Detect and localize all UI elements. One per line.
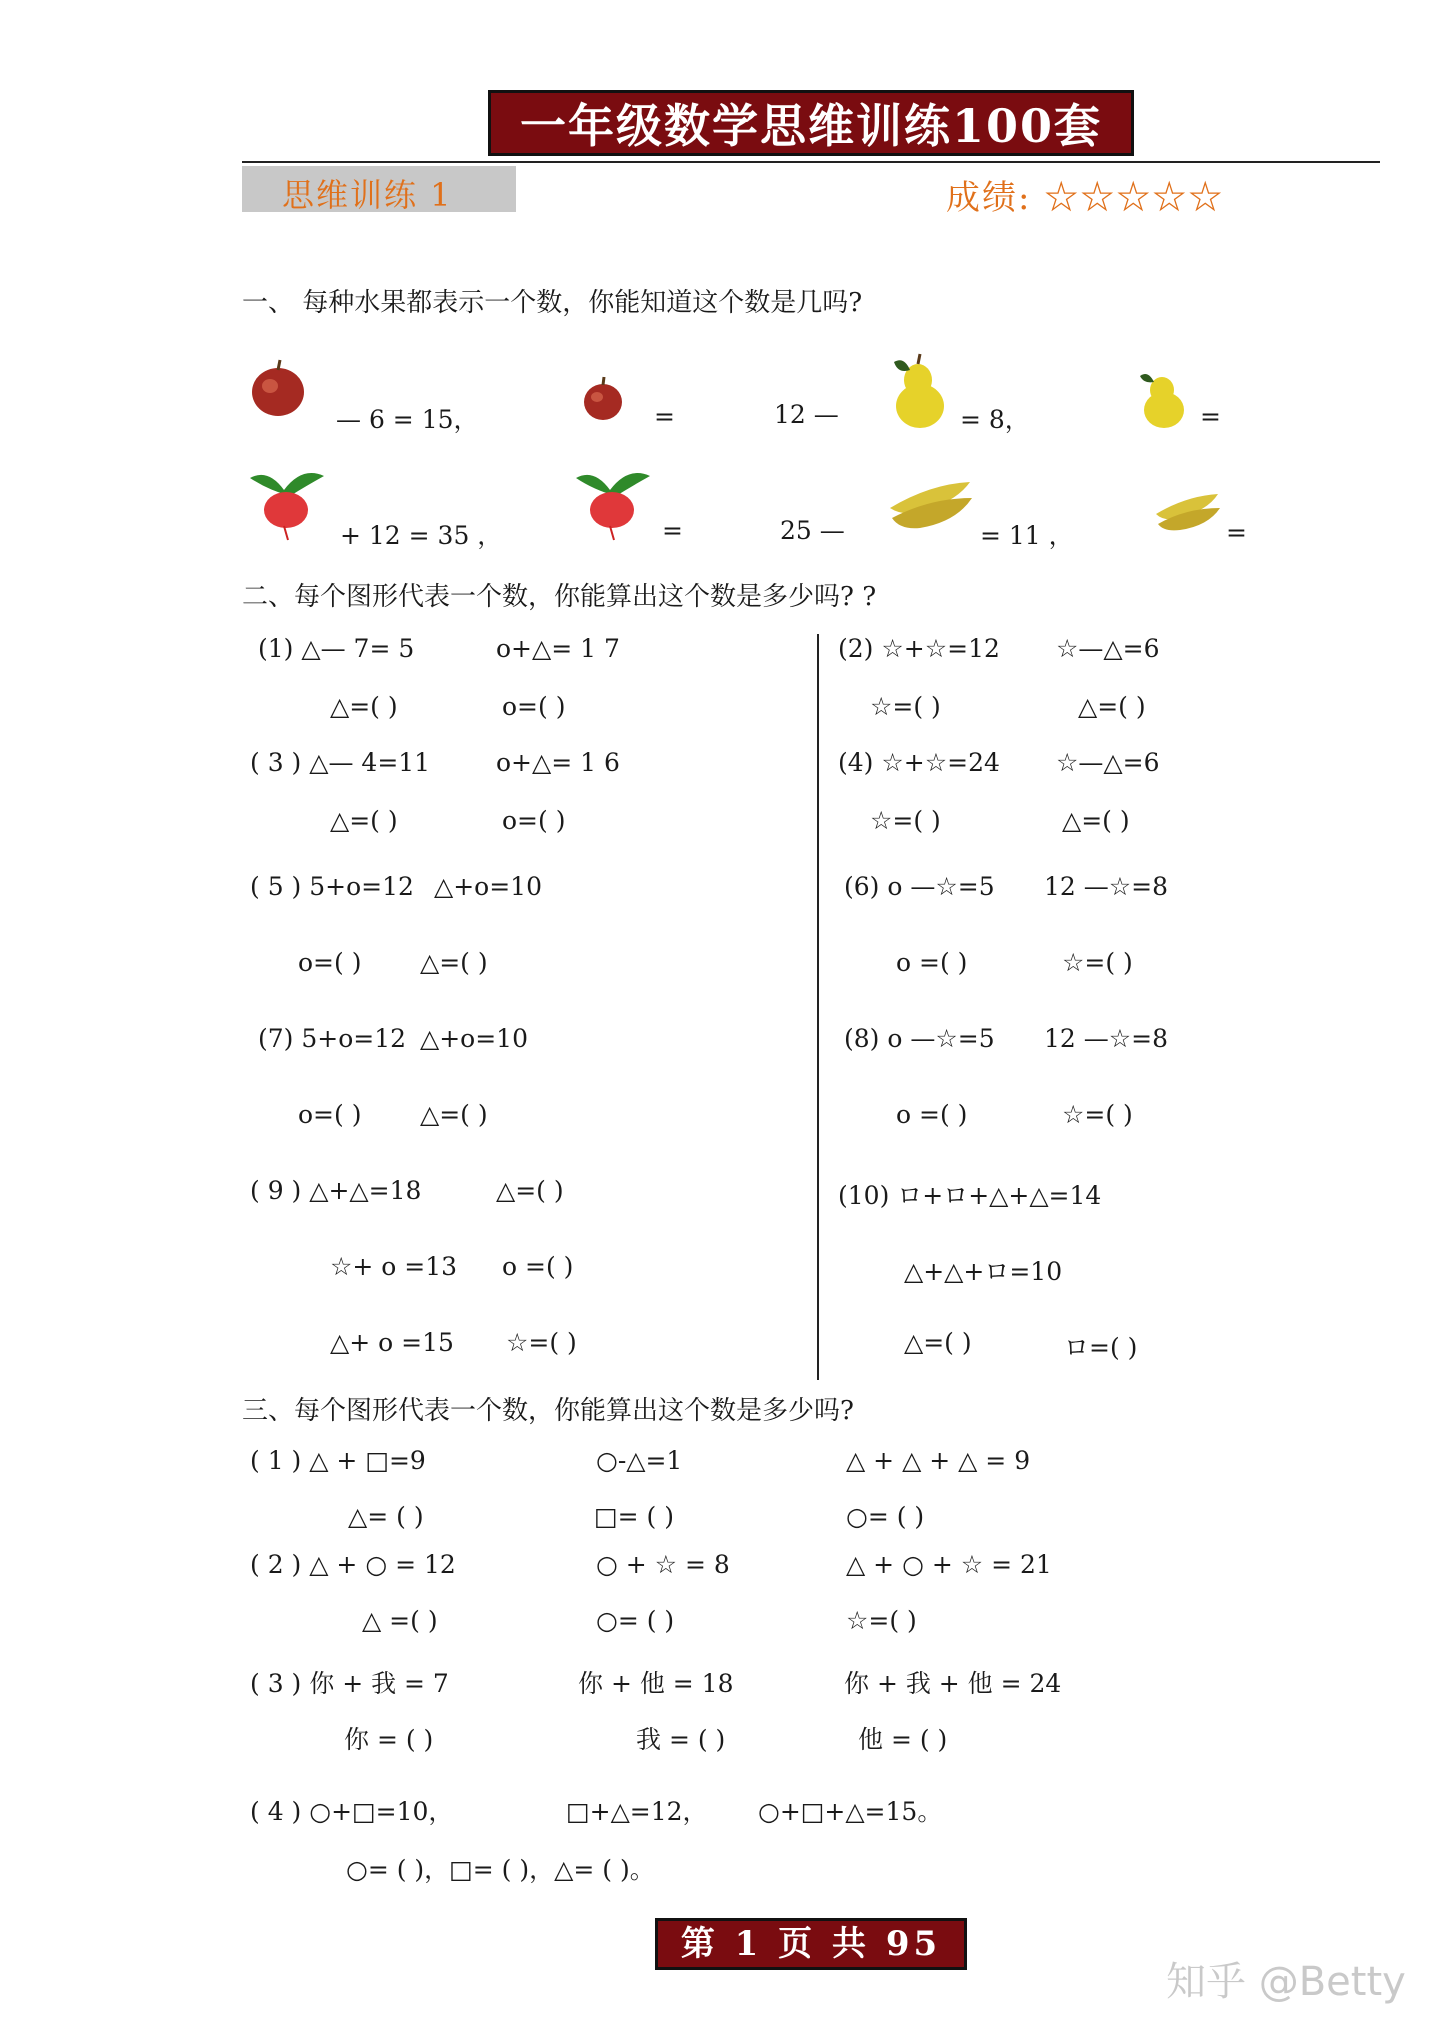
equation-text: ☆+ o =13: [330, 1252, 458, 1281]
equation-text: = 8，: [960, 405, 1030, 434]
equation-text: △ + ○ + ☆ = 21: [846, 1550, 1052, 1579]
answer-blank: ○= ( ): [846, 1502, 925, 1531]
score-label: 成绩: ☆☆☆☆☆: [946, 178, 1225, 218]
equation-text: 你 + 我 + 他 = 24: [844, 1669, 1062, 1698]
equation-text: △+△+ロ=10: [904, 1257, 1063, 1286]
equation-text: △+ o =15: [330, 1328, 454, 1357]
answer-blank: ☆=( ): [1062, 1100, 1133, 1129]
answer-blank: o =( ): [502, 1252, 574, 1281]
header-rule: [242, 161, 1380, 163]
equation-text: (6) o —☆=5: [844, 872, 995, 901]
equation-text: □+△=12，: [566, 1797, 708, 1826]
answer-blank: ☆=( ): [846, 1606, 917, 1635]
radish-icon: [570, 464, 654, 540]
answer-blank: △=( ): [1078, 692, 1146, 721]
equation-text: ( 5 ) 5+o=12: [250, 872, 414, 901]
equation-text: 25 —: [780, 516, 845, 545]
answer-blank: △=( ): [330, 692, 398, 721]
answer-blank: o =( ): [896, 948, 968, 977]
answer-blank: ☆=( ): [870, 692, 941, 721]
equation-text: ○+□+△=15。: [758, 1797, 943, 1826]
equation-text: ○-△=1: [596, 1446, 683, 1475]
answer-blank: ☆=( ): [870, 806, 941, 835]
equation-text: △ + △ + △ = 9: [846, 1446, 1031, 1475]
answer-blank: o=( ): [502, 806, 566, 835]
document-title: 一年级数学思维训练100套: [488, 90, 1134, 156]
answer-blank: o =( ): [896, 1100, 968, 1129]
equation-text: =: [1226, 518, 1247, 547]
answer-blank: △=( ): [904, 1328, 972, 1357]
answer-blank: ☆=( ): [506, 1328, 577, 1357]
answer-blank: o=( ): [298, 1100, 362, 1129]
equation-text: ○ + ☆ = 8: [596, 1550, 730, 1579]
equation-text: ( 4 ) ○+□=10，: [250, 1797, 454, 1826]
equation-text: ☆—△=6: [1056, 634, 1160, 663]
equation-text: o+△= 1 6: [496, 748, 620, 777]
answer-blank: o=( ): [298, 948, 362, 977]
equation-text: = 11 ，: [980, 521, 1074, 550]
equation-text: (4) ☆+☆=24: [838, 748, 1000, 777]
answer-blank: △ =( ): [362, 1606, 438, 1635]
equation-text: =: [1200, 402, 1221, 431]
answer-blank: △=( ): [496, 1176, 564, 1205]
answer-blank: △= ( ): [348, 1502, 424, 1531]
pear-icon: [1134, 366, 1186, 430]
answer-blank: ☆=( ): [1062, 948, 1133, 977]
answer-blank: △=( ): [330, 806, 398, 835]
radish-icon: [244, 464, 328, 540]
equation-text: =: [654, 402, 675, 431]
equation-text: + 12 = 35 ，: [340, 521, 503, 550]
page-number: 第 1 页 共 95 页: [655, 1918, 967, 1970]
exercise-tag: 思维训练 1: [282, 176, 453, 214]
answer-blank: o=( ): [502, 692, 566, 721]
equation-text: (10) ロ+ロ+△+△=14: [838, 1181, 1102, 1210]
answer-blank: □= ( ): [594, 1502, 674, 1531]
equation-text: △+o=10: [434, 872, 542, 901]
apple-icon: [582, 374, 624, 422]
equation-text: 12 —☆=8: [1044, 872, 1169, 901]
equation-text: (2) ☆+☆=12: [838, 634, 1000, 663]
answer-blank: ○= ( ): [596, 1606, 675, 1635]
equation-text: ( 3 ) 你 + 我 = 7: [250, 1669, 449, 1698]
equation-text: △+o=10: [420, 1024, 528, 1053]
equation-text: ☆—△=6: [1056, 748, 1160, 777]
apple-icon: [250, 356, 306, 418]
answer-blank: 我 = ( ): [636, 1725, 726, 1754]
equation-text: ( 2 ) △ + ○ = 12: [250, 1550, 456, 1579]
answer-blank: 你 = ( ): [344, 1725, 434, 1754]
answer-blank: △=( ): [1062, 806, 1130, 835]
equation-text: (1) △— 7= 5: [258, 634, 415, 663]
equation-text: (7) 5+o=12: [258, 1024, 407, 1053]
answer-blank: ○= ( )，□= ( )，△= ( )。: [346, 1855, 655, 1884]
equation-text: =: [662, 516, 683, 545]
equation-text: o+△= 1 7: [496, 634, 620, 663]
watermark: 知乎 @Betty: [1166, 1959, 1406, 2005]
answer-blank: △=( ): [420, 948, 488, 977]
equation-text: (8) o —☆=5: [844, 1024, 995, 1053]
equation-text: — 6 = 15，: [336, 405, 479, 434]
column-divider: [817, 634, 819, 1380]
answer-blank: 他 = ( ): [858, 1725, 948, 1754]
equation-text: ( 3 ) △— 4=11: [250, 748, 431, 777]
equation-text: 12 —: [774, 400, 839, 429]
equation-text: 你 + 他 = 18: [578, 1669, 734, 1698]
banana-icon: [1152, 492, 1222, 536]
section2-heading: 二、每个图形代表一个数，你能算出这个数是多少吗? ?: [242, 582, 877, 612]
equation-text: ( 1 ) △ + □=9: [250, 1446, 426, 1475]
equation-text: ( 9 ) △+△=18: [250, 1176, 422, 1205]
section3-heading: 三、每个图形代表一个数，你能算出这个数是多少吗?: [242, 1396, 854, 1426]
section1-heading: 一、 每种水果都表示一个数，你能知道这个数是几吗?: [242, 288, 863, 318]
equation-text: 12 —☆=8: [1044, 1024, 1169, 1053]
answer-blank: ロ=( ): [1064, 1333, 1138, 1362]
banana-icon: [886, 478, 974, 534]
pear-icon: [884, 352, 948, 430]
answer-blank: △=( ): [420, 1100, 488, 1129]
